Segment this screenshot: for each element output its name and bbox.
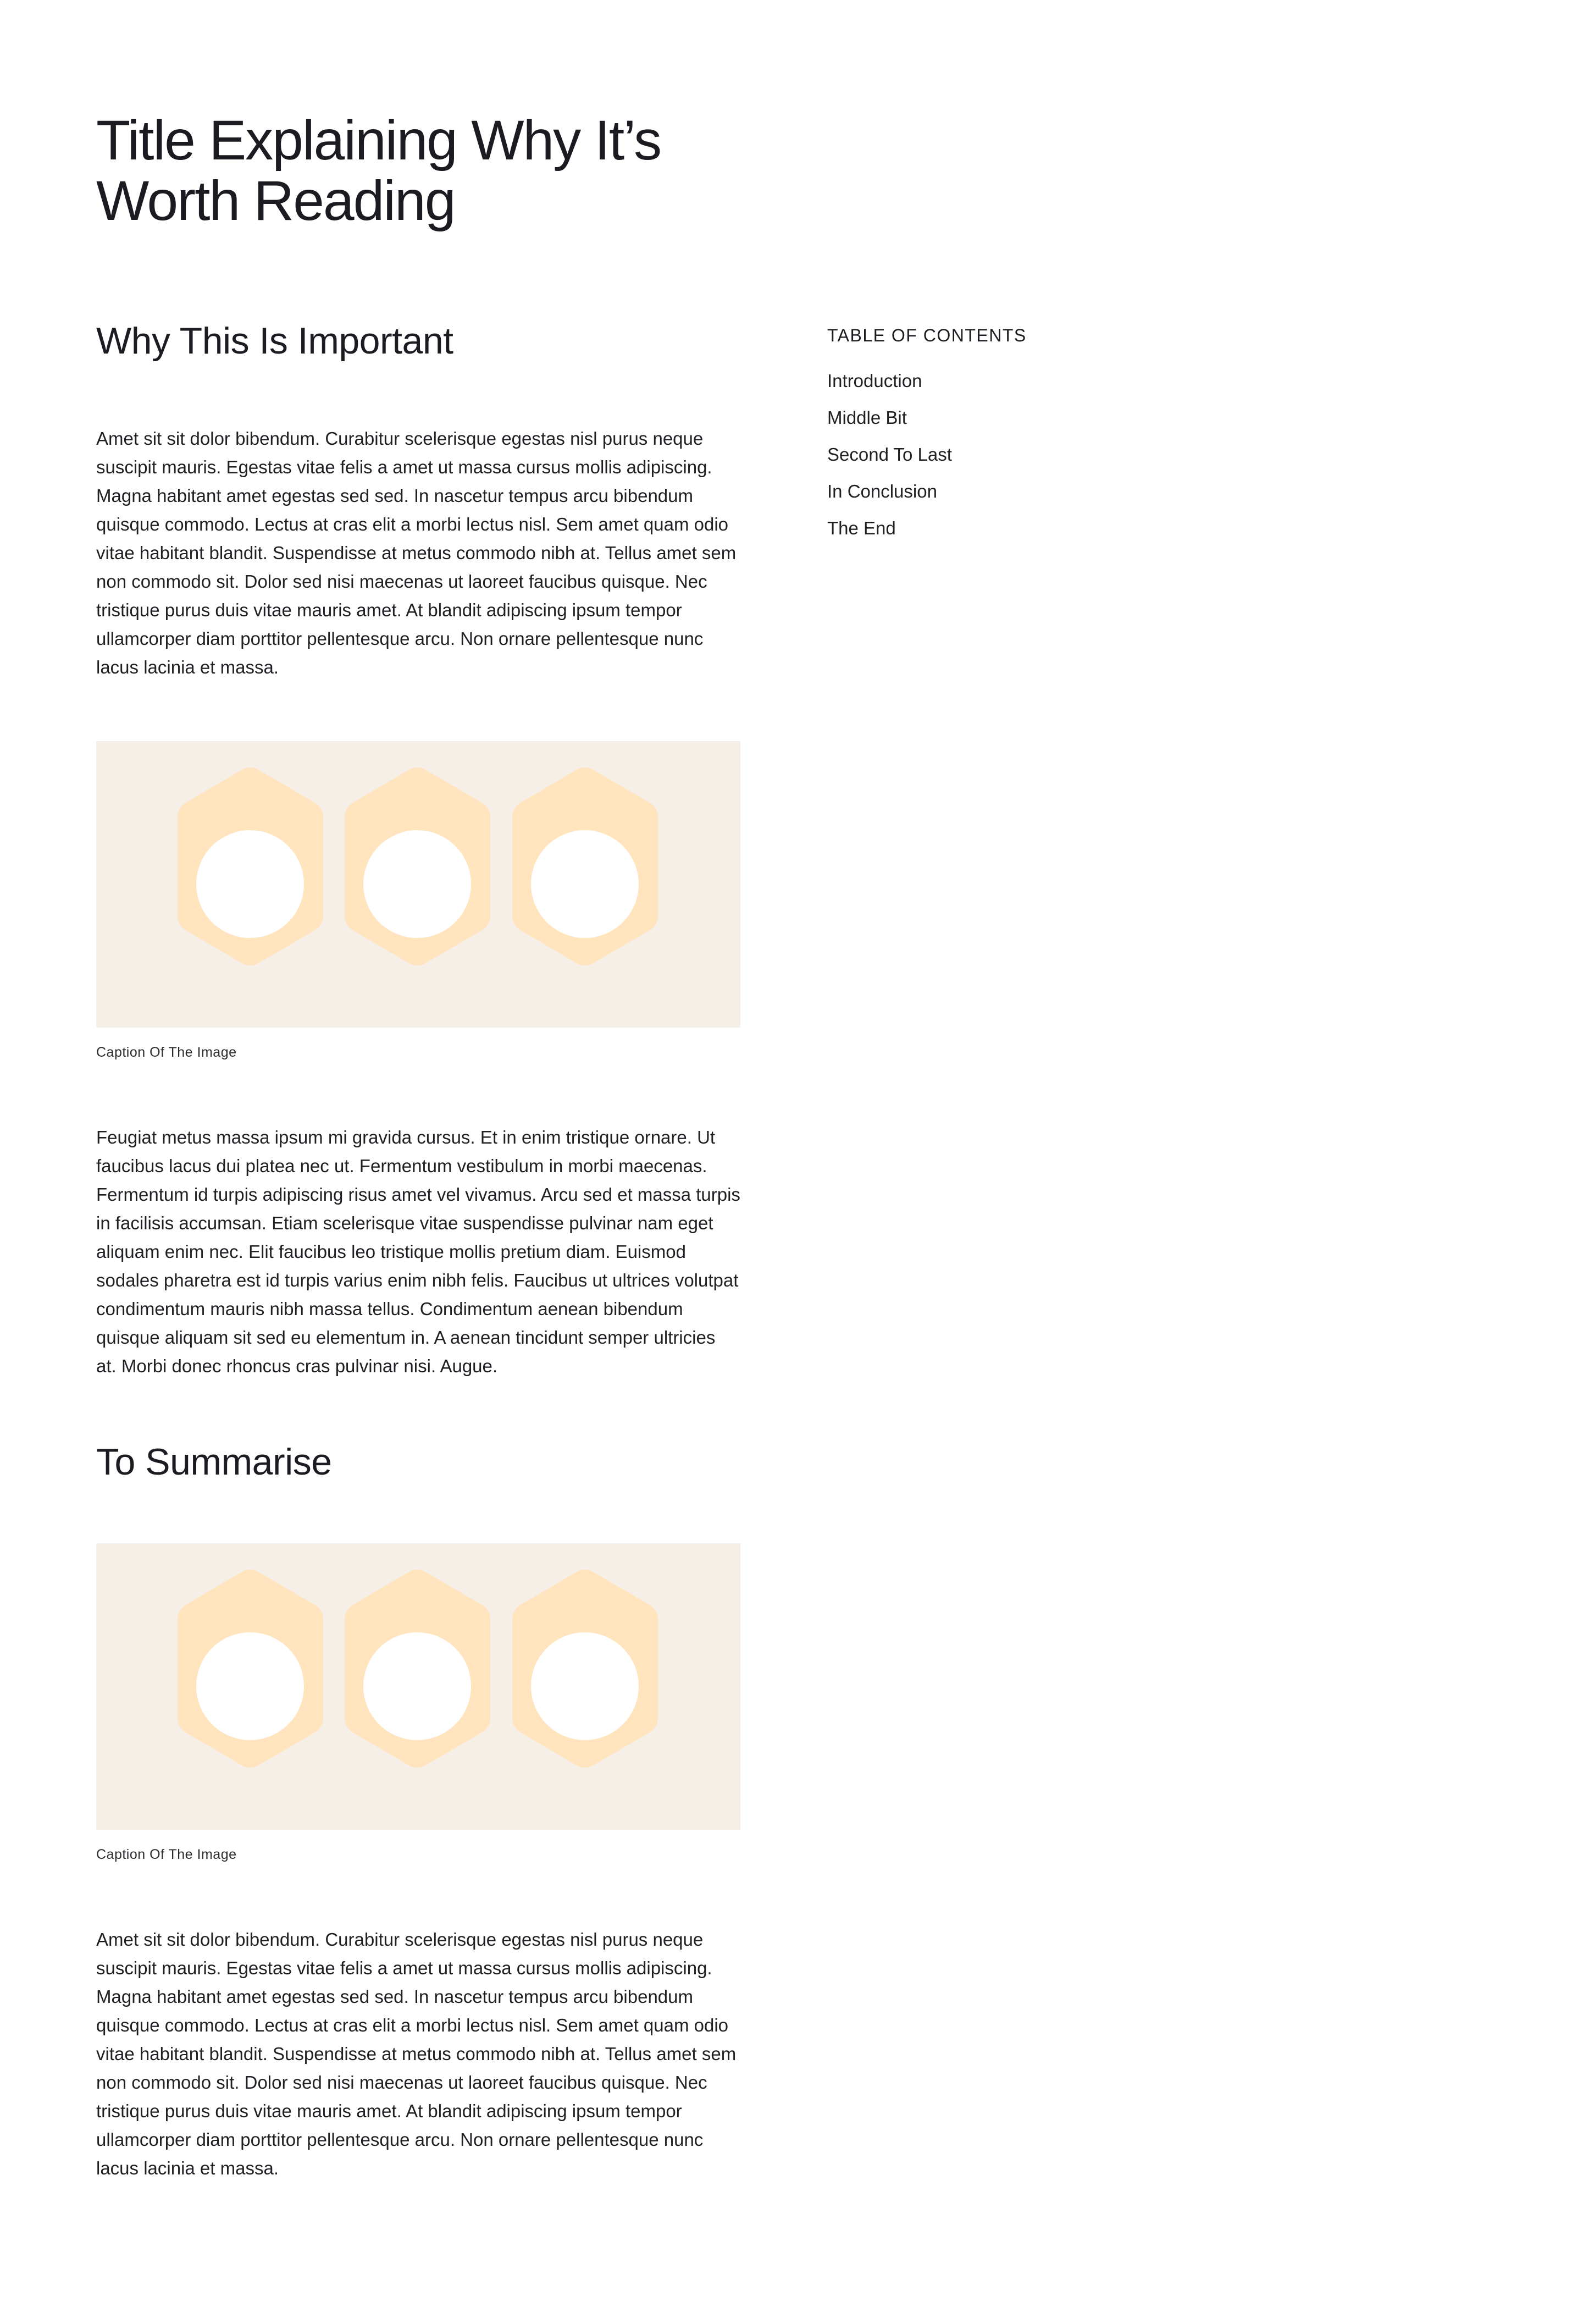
section-heading-summary: To Summarise: [96, 1441, 332, 1483]
circle-shape: [531, 1632, 639, 1740]
toc-item-second-to-last[interactable]: Second To Last: [827, 444, 952, 465]
article-figure: [96, 1543, 740, 1863]
image-caption: Caption Of The Image: [96, 1847, 237, 1862]
hexagon-pattern-illustration: [96, 1543, 740, 1830]
circle-shape: [196, 830, 304, 938]
toc-item-introduction[interactable]: Introduction: [827, 371, 922, 391]
circle-shape: [531, 830, 639, 938]
table-of-contents: [827, 324, 1102, 554]
toc-item-in-conclusion[interactable]: In Conclusion: [827, 481, 937, 501]
toc-heading: TABLE OF CONTENTS: [827, 325, 1027, 345]
toc-list: [827, 370, 1102, 539]
toc-item-the-end[interactable]: The End: [827, 518, 896, 538]
figure-image: [96, 741, 740, 1028]
article-paragraph: Amet sit sit dolor bibendum. Curabitur scelerisque egestas nisl purus neque suscipit mauris. Egestas vitae felis a amet ut massa cursus mollis adipiscing. Magna habitant amet egestas sed sed. In nascetur tempus arcu bibendum quisque commodo. Lectus at cras elit a morbi lectus nisl. Sem amet quam odio vitae habitant blandit. Suspendisse at metus commodo nibh at. Tellus amet sem non commodo sit. Dolor sed nisi maecenas ut laoreet faucibus quisque. Nec tristique purus duis vitae mauris amet. At blandit adipiscing ipsum tempor ullamcorper diam porttitor pellentesque arcu. Non ornare pellentesque nunc lacus lacinia et massa.: [96, 1929, 737, 2178]
toc-item-middle-bit[interactable]: Middle Bit: [827, 407, 907, 428]
article-paragraph: Feugiat metus massa ipsum mi gravida cursus. Et in enim tristique ornare. Ut faucibus lacus dui platea nec ut. Fermentum vestibulum in morbi maecenas. Fermentum id turpis adipiscing risus amet vel vivamus. Arcu sed et massa turpis in facilisis accumsan. Etiam scelerisque vitae suspendisse pulvinar nam eget aliquam enim nec. Elit faucibus leo tristique mollis pretium diam. Euismod sodales pharetra est id turpis varius enim nibh felis. Faucibus ut ultrices volutpat condimentum mauris nibh massa tellus. Condimentum aenean bibendum quisque aliquam sit sed eu elementum in. A aenean tincidunt semper ultricies at. Morbi donec rhoncus cras pulvinar nisi. Augue.: [96, 1127, 740, 1376]
hexagon-pattern-illustration: [96, 741, 740, 1028]
circle-shape: [196, 1632, 304, 1740]
figure-image: [96, 1543, 740, 1830]
article-figure: [96, 741, 740, 1061]
article: [96, 319, 740, 2183]
section-heading-importance: Why This Is Important: [96, 320, 453, 362]
image-caption: Caption Of The Image: [96, 1045, 237, 1060]
article-paragraph: Amet sit sit dolor bibendum. Curabitur scelerisque egestas nisl purus neque suscipit mauris. Egestas vitae felis a amet ut massa cursus mollis adipiscing. Magna habitant amet egestas sed sed. In nascetur tempus arcu bibendum quisque commodo. Lectus at cras elit a morbi lectus nisl. Sem amet quam odio vitae habitant blandit. Suspendisse at metus commodo nibh at. Tellus amet sem non commodo sit. Dolor sed nisi maecenas ut laoreet faucibus quisque. Nec tristique purus duis vitae mauris amet. At blandit adipiscing ipsum tempor ullamcorper diam porttitor pellentesque arcu. Non ornare pellentesque nunc lacus lacinia et massa.: [96, 428, 737, 677]
circle-shape: [363, 830, 471, 938]
circle-shape: [363, 1632, 471, 1740]
page-title: Title Explaining Why It’s Worth Reading: [96, 109, 661, 232]
